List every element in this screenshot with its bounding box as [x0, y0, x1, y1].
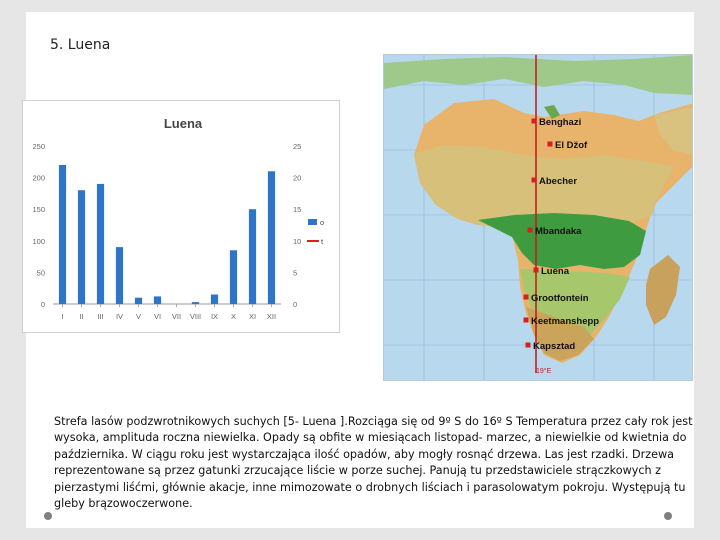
chart-title: Luena — [163, 116, 203, 131]
meridian-label: 19°E — [536, 368, 552, 375]
y-right-tick-label: 5 — [293, 268, 298, 278]
x-tick-label: V — [135, 312, 142, 321]
precip-bar — [116, 247, 123, 304]
place-marker-grootfontein — [524, 295, 529, 300]
y-left-tick-label: 50 — [36, 268, 45, 278]
y-left-tick-label: 100 — [32, 236, 45, 246]
place-marker-el-d-of — [548, 142, 553, 147]
place-label-kapsztad: Kapsztad — [533, 341, 576, 352]
x-tick-label: IX — [210, 312, 219, 321]
africa-map — [383, 54, 693, 381]
precip-bar — [268, 171, 275, 304]
place-label-abecher: Abecher — [539, 176, 578, 187]
africa-map-svg — [384, 55, 693, 381]
x-tick-label: III — [97, 312, 104, 321]
climate-chart-svg — [23, 101, 341, 334]
x-tick-label: IV — [115, 312, 124, 321]
precip-bar — [249, 209, 256, 304]
y-left-tick-label: 250 — [32, 142, 45, 151]
precip-bar — [211, 295, 218, 304]
x-tick-label: VI — [153, 312, 162, 321]
x-tick-label: X — [230, 312, 237, 321]
y-left-tick-label: 200 — [32, 173, 45, 183]
place-marker-luena — [534, 268, 539, 273]
precip-bar — [97, 184, 104, 304]
precip-bar — [230, 250, 237, 304]
place-label-luena: Luena — [541, 266, 569, 277]
nav-dot-right — [664, 512, 672, 520]
slide-title: 5. Luena — [50, 37, 111, 53]
place-label-grootfontein: Grootfontein — [531, 293, 589, 304]
description-text: Strefa lasów podzwrotnikowych suchych [5- Luena ].Rozciąga się od 9º S do 16º S Temperatura przez cały rok jest wysoka, amplituda roczna niewielka. Opady są obfite w miesiącach listopad- marzec, a niewielkie od kwietnia do października. W ciągu roku jest wystarczająca ilość opadów, aby mogły rosnąć drzewa. Las jest rzadki. Drzewa reprezentowane są przez gatunki zrzucające liście w porze suchej. Panują tu przedstawiciele strączkowych z pierzastymi liśćmi, głównie akacje, inne mimozowate o drobnych liściach i parasolowatym pokroju. Występują tu gleby brązowoczerwone. — [54, 415, 693, 511]
place-marker-kapsztad — [526, 343, 531, 348]
place-label-el-d-of: El Džof — [555, 140, 588, 151]
x-tick-label: XII — [266, 312, 277, 321]
nav-dot-left — [44, 512, 52, 520]
x-tick-label: II — [79, 312, 84, 321]
y-right-tick-label: 0 — [293, 300, 298, 309]
x-tick-label: I — [61, 312, 64, 321]
y-right-tick-label: 25 — [293, 142, 302, 151]
x-tick-label: XI — [248, 312, 257, 321]
legend-swatch-bar — [308, 219, 317, 225]
precip-bar — [59, 165, 66, 304]
place-label-keetmanshepp: Keetmanshepp — [531, 316, 600, 327]
x-tick-label: VIII — [189, 312, 202, 321]
place-label-benghazi: Benghazi — [539, 117, 582, 128]
x-tick-label: VII — [171, 312, 182, 321]
precip-bar — [154, 296, 161, 304]
y-left-tick-label: 150 — [32, 205, 45, 215]
legend-label-line: t — [321, 237, 324, 246]
place-marker-mbandaka — [528, 228, 533, 233]
place-label-mbandaka: Mbandaka — [535, 226, 582, 237]
place-marker-abecher — [532, 178, 537, 183]
legend-label-bar: o — [320, 218, 325, 227]
y-right-tick-label: 10 — [293, 236, 302, 246]
y-right-tick-label: 15 — [293, 205, 302, 215]
y-left-tick-label: 0 — [40, 300, 45, 309]
precip-bar — [135, 298, 142, 304]
precip-bar — [78, 190, 85, 304]
place-marker-keetmanshepp — [524, 318, 529, 323]
y-right-tick-label: 20 — [293, 173, 302, 183]
precip-bar — [192, 302, 199, 304]
place-marker-benghazi — [532, 119, 537, 124]
climate-chart — [22, 100, 340, 333]
